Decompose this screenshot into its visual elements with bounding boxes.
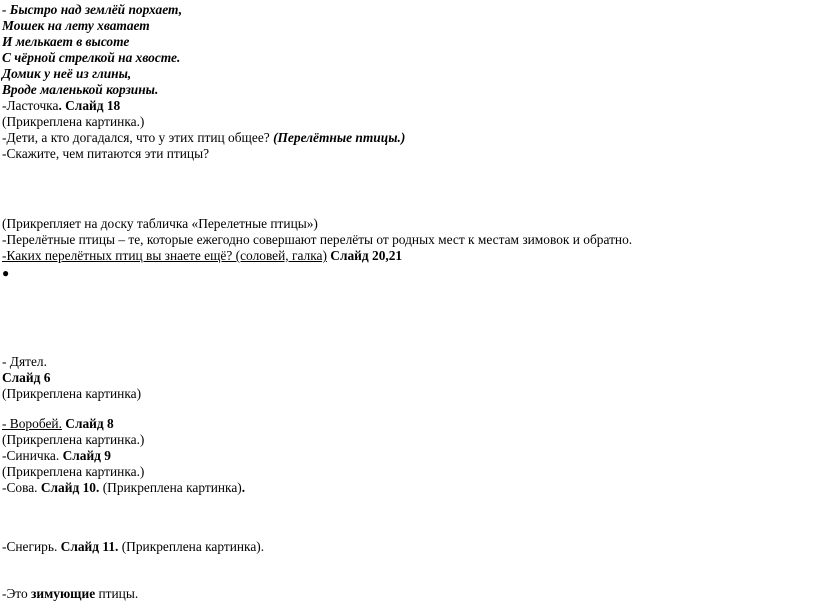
conclusion-text-end: птицы. <box>95 586 139 601</box>
answer-text: -Ласточка <box>2 98 59 113</box>
note-board-sign: (Прикрепляет на доску табличка «Перелетные птицы») <box>2 216 318 231</box>
period: . <box>241 480 246 495</box>
question-text: -Каких перелётных птиц вы знаете ещё? (соловей, галка) <box>2 248 327 263</box>
slide-ref: Слайд 11. <box>60 539 119 554</box>
answer-text: -Синичка. <box>2 448 63 463</box>
note-picture: (Прикреплена картинка.) <box>2 432 145 447</box>
answer-tit <box>2 448 111 464</box>
note-picture: (Прикреплена картинка) <box>99 480 242 495</box>
answer-woodpecker: - Дятел. <box>2 354 47 369</box>
poem-line-4: С чёрной стрелкой на хвосте. <box>2 50 181 65</box>
poem-line-3: И мелькает в высоте <box>2 34 130 49</box>
slide-ref: Слайд 20,21 <box>326 248 403 263</box>
answer-text: -Сова. <box>2 480 41 495</box>
definition-migratory: -Перелётные птицы – те, которые ежегодно совершают перелёты от родных мест к местам зимовок и обратно. <box>2 232 633 247</box>
question-text: -Дети, а кто догадался, что у этих птиц общее? <box>2 130 274 145</box>
poem-line-6: Вроде маленькой корзины. <box>2 82 159 97</box>
conclusion-wintering <box>2 586 138 602</box>
question-other-birds <box>2 248 402 264</box>
question-food: -Скажите, чем питаются эти птицы? <box>2 146 210 161</box>
slide-ref: Слайд 10. <box>40 480 100 495</box>
answer-migratory: (Перелётные птицы.) <box>273 130 406 145</box>
answer-text: - Воробей. <box>2 416 62 431</box>
note-picture: (Прикреплена картинка) <box>2 386 142 401</box>
term-wintering: зимующие <box>31 586 96 601</box>
note-picture: (Прикреплена картинка.) <box>2 464 145 479</box>
conclusion-text: -Это <box>2 586 32 601</box>
slide-ref-6: Слайд 6 <box>2 370 51 385</box>
answer-bullfinch <box>2 539 264 555</box>
poem-line-5: Домик у неё из глины, <box>2 66 132 81</box>
slide-ref: Слайд 9 <box>62 448 111 463</box>
poem-line-2: Мошек на лету хватает <box>2 18 150 33</box>
answer-sparrow <box>2 416 114 432</box>
slide-ref: . Слайд 18 <box>58 98 121 113</box>
poem-line-1: - Быстро над землёй порхает, <box>2 2 183 17</box>
note-picture: (Прикреплена картинка.) <box>2 114 145 129</box>
bullet-mark: ● <box>2 266 10 280</box>
note-picture: (Прикреплена картинка). <box>118 539 265 554</box>
answer-owl <box>2 480 245 496</box>
answer-swallow <box>2 98 120 114</box>
answer-text: -Снегирь. <box>2 539 61 554</box>
question-common <box>2 130 405 146</box>
slide-ref: Слайд 8 <box>61 416 114 431</box>
